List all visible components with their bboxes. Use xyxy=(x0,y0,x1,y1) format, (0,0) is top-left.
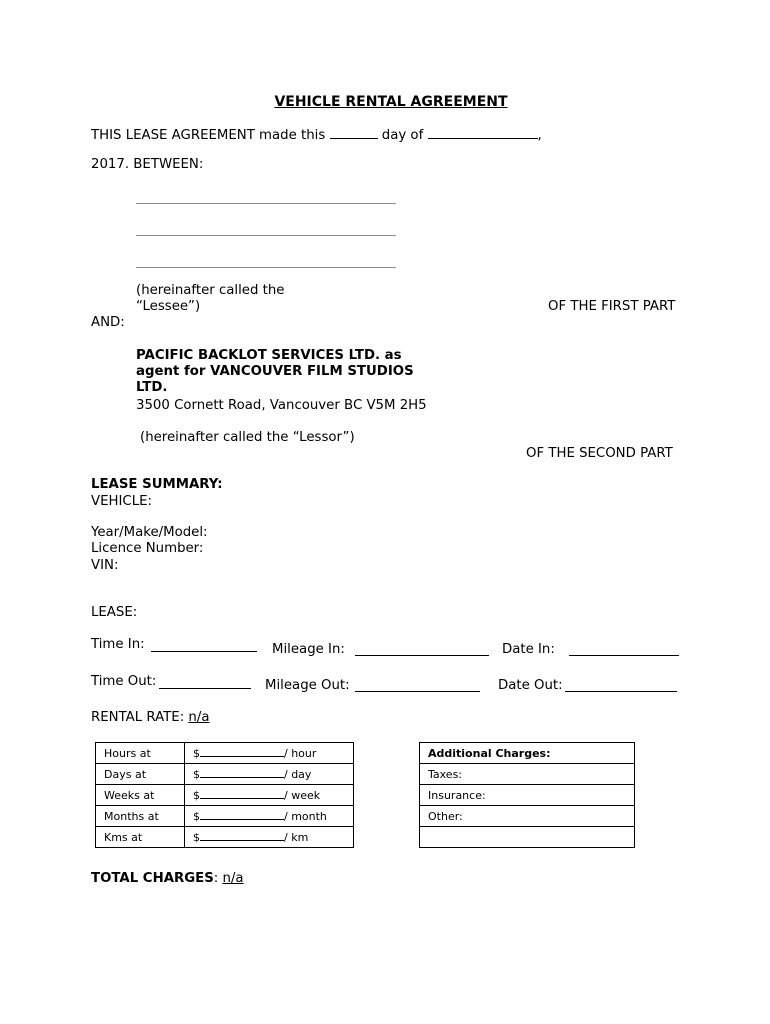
rate-unit: / day xyxy=(284,768,312,781)
first-part-label: OF THE FIRST PART xyxy=(548,299,676,314)
taxes-cell[interactable]: Taxes: xyxy=(420,764,635,785)
date-out-blank[interactable] xyxy=(565,691,677,692)
time-in-blank[interactable] xyxy=(151,651,257,652)
dollar-sign: $ xyxy=(193,789,200,802)
lessee-line-1[interactable] xyxy=(136,203,396,204)
rate-value-hours[interactable] xyxy=(185,743,354,764)
table-row xyxy=(420,743,635,764)
table-row xyxy=(420,764,635,785)
rate-unit: / hour xyxy=(284,747,317,760)
intro-made-this: THIS LEASE AGREEMENT made this xyxy=(91,128,326,143)
rate-blank[interactable] xyxy=(200,809,284,820)
lessee-hereinafter: (hereinafter called the xyxy=(136,283,285,298)
total-charges-label: TOTAL CHARGES xyxy=(91,871,214,886)
licence-number-label: Licence Number: xyxy=(91,541,204,556)
dollar-sign: $ xyxy=(193,768,200,781)
mileage-in-blank[interactable] xyxy=(355,655,489,656)
document-title: VEHICLE RENTAL AGREEMENT xyxy=(274,94,508,110)
other-cell[interactable]: Other: xyxy=(420,806,635,827)
rate-value-months[interactable] xyxy=(185,806,354,827)
table-row xyxy=(420,806,635,827)
rate-blank[interactable] xyxy=(200,746,284,757)
rental-rate-value: n/a xyxy=(188,710,210,725)
rental-rate-label: RENTAL RATE: xyxy=(91,710,185,725)
lease-heading: LEASE: xyxy=(91,605,138,620)
table-row xyxy=(96,785,354,806)
date-in-label: Date In: xyxy=(502,642,555,657)
lessor-hereinafter: (hereinafter called the “Lessor”) xyxy=(140,430,355,445)
rate-label-weeks: Weeks at xyxy=(96,785,185,806)
vin-label: VIN: xyxy=(91,558,119,573)
month-blank[interactable] xyxy=(428,126,538,139)
lessee-line-3[interactable] xyxy=(136,267,396,268)
table-row xyxy=(96,743,354,764)
rate-unit: / week xyxy=(284,789,321,802)
rates-table xyxy=(95,742,354,848)
rate-blank[interactable] xyxy=(200,767,284,778)
time-out-label: Time Out: xyxy=(91,674,157,689)
lease-summary-heading: LEASE SUMMARY: xyxy=(91,477,223,492)
rate-blank[interactable] xyxy=(200,788,284,799)
total-charges-line xyxy=(91,871,244,887)
table-row xyxy=(96,827,354,848)
time-in-label: Time In: xyxy=(91,637,145,652)
additional-charges-table xyxy=(419,742,635,848)
date-out-label: Date Out: xyxy=(498,678,563,693)
additional-charges-heading: Additional Charges: xyxy=(420,743,635,764)
lessor-name-line3: LTD. xyxy=(136,380,168,395)
table-row xyxy=(96,764,354,785)
dollar-sign: $ xyxy=(193,747,200,760)
dollar-sign: $ xyxy=(193,831,200,844)
day-blank[interactable] xyxy=(330,126,378,139)
second-part-label: OF THE SECOND PART xyxy=(526,446,673,461)
rate-unit: / km xyxy=(284,831,309,844)
rate-label-months: Months at xyxy=(96,806,185,827)
intro-comma: , xyxy=(537,128,542,143)
intro-year-between: 2017. BETWEEN: xyxy=(91,157,204,172)
time-out-blank[interactable] xyxy=(159,688,251,689)
and-label: AND: xyxy=(91,315,125,330)
rate-blank[interactable] xyxy=(200,830,284,841)
mileage-out-blank[interactable] xyxy=(355,691,480,692)
rental-rate-line xyxy=(91,710,209,726)
rate-label-kms: Kms at xyxy=(96,827,185,848)
lessor-address: 3500 Cornett Road, Vancouver BC V5M 2H5 xyxy=(136,398,427,413)
dollar-sign: $ xyxy=(193,810,200,823)
year-make-model-label: Year/Make/Model: xyxy=(91,525,208,540)
total-charges-colon: : xyxy=(213,871,219,886)
total-charges-value: n/a xyxy=(222,871,244,886)
intro-line xyxy=(91,126,542,144)
rate-value-kms[interactable] xyxy=(185,827,354,848)
insurance-cell[interactable]: Insurance: xyxy=(420,785,635,806)
lessee-line-2[interactable] xyxy=(136,235,396,236)
blank-cell[interactable] xyxy=(420,827,635,848)
table-row xyxy=(420,827,635,848)
rate-label-hours: Hours at xyxy=(96,743,185,764)
rate-label-days: Days at xyxy=(96,764,185,785)
rate-value-weeks[interactable] xyxy=(185,785,354,806)
lessor-name-line2: agent for VANCOUVER FILM STUDIOS xyxy=(136,364,414,379)
date-in-blank[interactable] xyxy=(569,655,679,656)
rate-value-days[interactable] xyxy=(185,764,354,785)
mileage-in-label: Mileage In: xyxy=(272,642,345,657)
vehicle-label: VEHICLE: xyxy=(91,494,152,509)
table-row xyxy=(420,785,635,806)
intro-day-of: day of xyxy=(381,128,424,143)
lessor-name-line1: PACIFIC BACKLOT SERVICES LTD. as xyxy=(136,348,402,363)
lessee-called: “Lessee”) xyxy=(136,299,201,314)
rate-unit: / month xyxy=(284,810,327,823)
table-row xyxy=(96,806,354,827)
mileage-out-label: Mileage Out: xyxy=(265,678,350,693)
